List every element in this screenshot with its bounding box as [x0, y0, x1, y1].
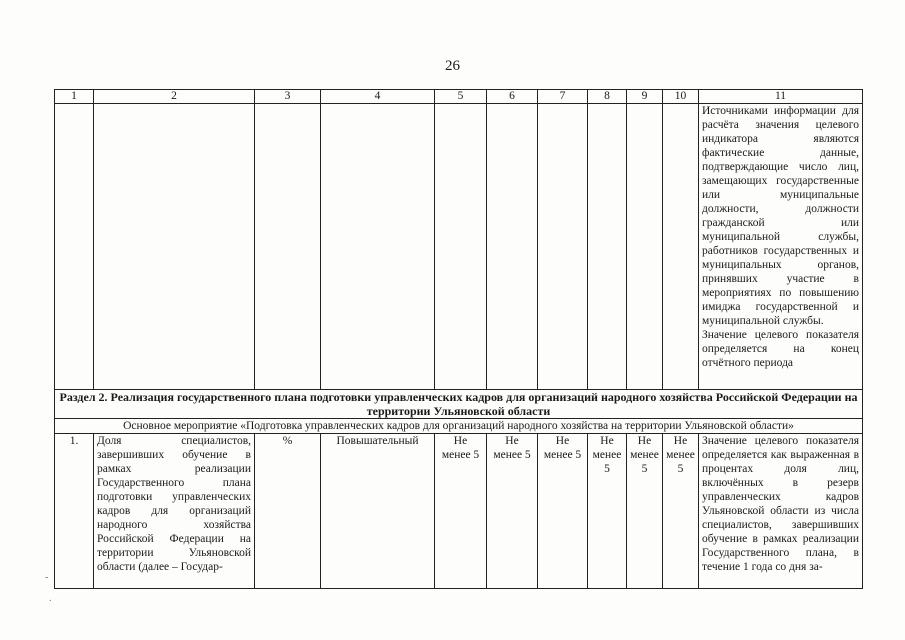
- column-number: 3: [255, 90, 321, 104]
- target-value: Не менее 5: [538, 434, 588, 589]
- target-value: Не менее 5: [663, 434, 699, 589]
- indicator-row: [55, 434, 863, 589]
- row-number: 1.: [55, 434, 94, 589]
- target-value: Не менее 5: [627, 434, 663, 589]
- column-number: 10: [663, 90, 699, 104]
- column-number: 11: [699, 90, 863, 104]
- target-value: Не менее 5: [588, 434, 627, 589]
- column-number: 9: [627, 90, 663, 104]
- indicators-table: [54, 89, 863, 589]
- indicator-type: Повышательный: [321, 434, 435, 589]
- continuation-note: [699, 104, 863, 390]
- page-number: 26: [445, 58, 460, 74]
- scan-mark: .: [49, 593, 52, 604]
- scan-mark: -: [45, 572, 49, 583]
- indicator-note: Значение целевого показателя определяется как выраженная в процентах доля лиц, включённых в резерв управленческих кадров Ульяновской области из числа специалистов, завершивших обучение в рамках реализации Государственного плана, в течение 1 года со дня за-: [699, 434, 863, 589]
- indicator-unit: %: [255, 434, 321, 589]
- section-title: Раздел 2. Реализация государственного плана подготовки управленческих кадров для организаций народного хозяйства Российской Федерации на территории Ульяновской области: [55, 390, 863, 419]
- main-event-row: [55, 419, 863, 434]
- continuation-row: [55, 104, 863, 390]
- sources-text: Источниками информации для расчёта значения целевого индикатора являются фактические данные, подтверждающие число лиц, замещающих государственные или муниципальные должности, должности гражданской или муниципальной службы, работников государственных и муниципальных органов, принявших участие в мероприятиях по повышению имиджа государственной и муниципальной службы.: [702, 105, 859, 327]
- column-number: 8: [588, 90, 627, 104]
- section-row: [55, 390, 863, 419]
- target-value: Не менее 5: [435, 434, 487, 589]
- period-text: Значение целевого показателя определяется на конец отчётного периода: [702, 329, 859, 369]
- column-number: 2: [94, 90, 255, 104]
- indicator-name: Доля специалистов, завершивших обучение в рамках реализации Государственного плана подготовки управленческих кадров для организаций народного хозяйства Российской Федерации на территории Ульяновской области (далее – Государ-: [94, 434, 255, 589]
- column-number: 7: [538, 90, 588, 104]
- main-event-title: Основное мероприятие «Подготовка управленческих кадров для организаций народного хозяйства на территории Ульяновской области»: [55, 419, 863, 434]
- column-number-row: [55, 90, 863, 104]
- column-number: 6: [487, 90, 538, 104]
- column-number: 5: [435, 90, 487, 104]
- target-value: Не менее 5: [487, 434, 538, 589]
- column-number: 4: [321, 90, 435, 104]
- column-number: 1: [55, 90, 94, 104]
